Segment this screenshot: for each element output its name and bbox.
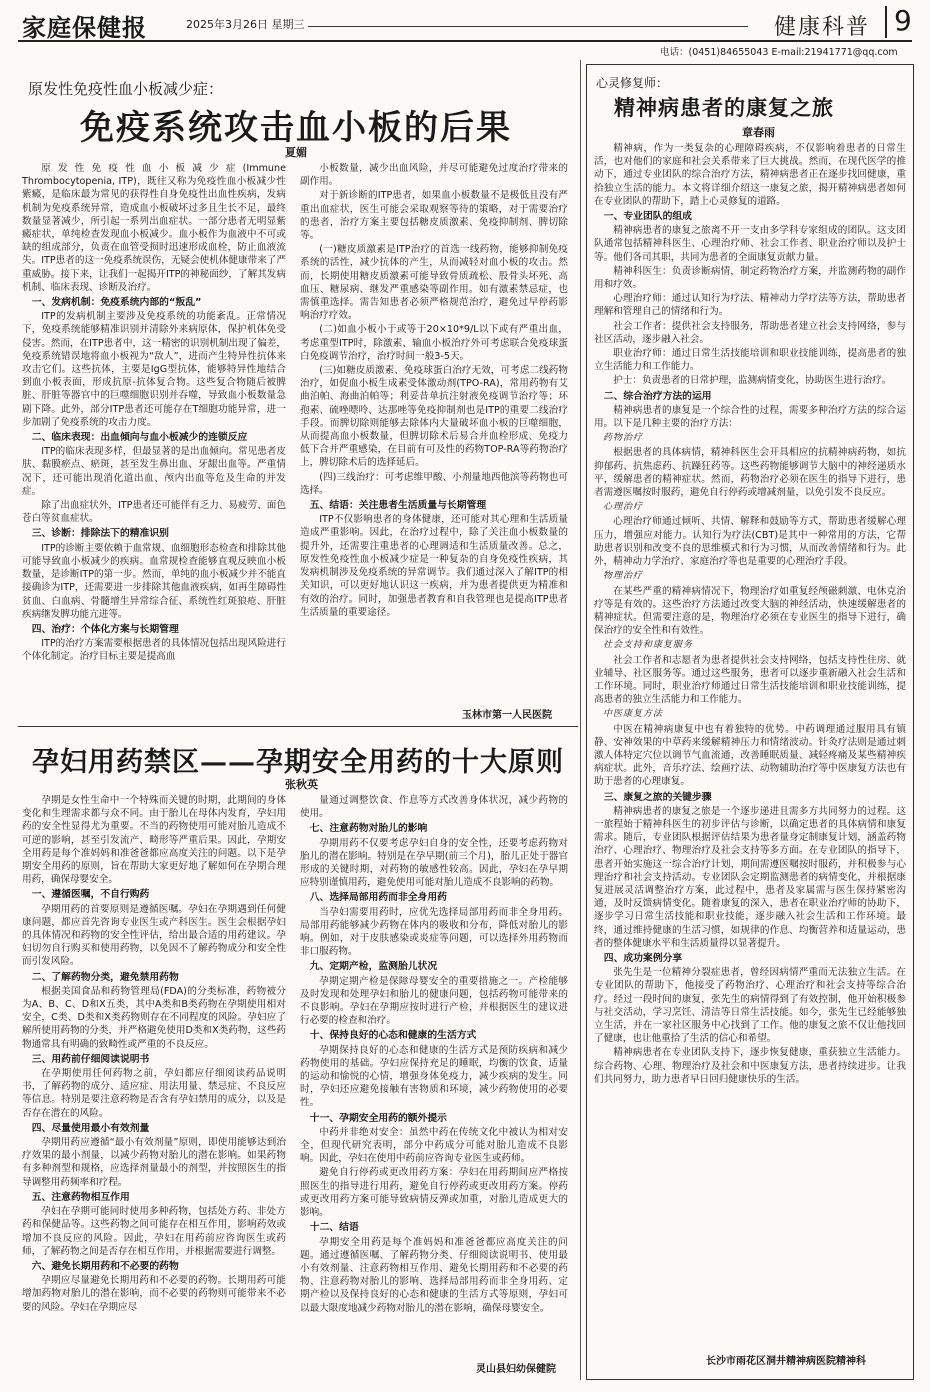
- column-divider: [580, 60, 581, 1380]
- section-heading: 四、治疗：个体化方案与长期管理: [31, 623, 179, 635]
- masthead: [18, 4, 912, 42]
- paragraph: 孕期安全用药是每个准妈妈和准爸爸都应高度关注的问题。通过遵循医嘱、了解药物分类、仔细阅读说明书、使用最小有效剂量、注意药物相互作用、避免长期用药和不必要的药物、注意药物对胎儿的影响、选择局部用药而非全身用药、定期产检以及保持良好的心态和健康的生活方式等原则，孕妇可以最大限度地减少药物对胎儿的潜在影响，确保母婴安全。: [300, 1236, 568, 1314]
- contact-info: 电话：(0451)84655043 E-mail:21941771@qq.com: [660, 47, 898, 58]
- paragraph: 社会工作者：提供社会支持服务，帮助患者建立社会支持网络，参与社区活动，逐步融入社会。: [594, 320, 906, 345]
- paragraph: 精神科医生：负责诊断病情，制定药物治疗方案，并监测药物的副作用和疗效。: [594, 265, 906, 291]
- section-heading: 五、结语：关注患者生活质量与长期管理: [309, 500, 487, 512]
- paragraph: 小板数量，减少出血风险，并尽可能避免过度治疗带来的副作用。: [300, 163, 568, 188]
- paragraph: ITP的治疗方案需要根据患者的具体情况包括出现风险进行个体化制定。治疗目标主要是提高血: [22, 638, 286, 663]
- paragraph: ITP不仅影响患者的身体健康，还可能对其心理和生活质量造成严重影响。因此，在治疗过程中，除了关注血小板数量的提升外，还需要注重患者的心理调适和生活质量改善。总之，原发性免疫性血小板减少症是一种复杂的自身免疫性疾病，其发病机制涉及免疫系统的异常调节。我们通过深入了解ITP的相关知识，可以更好地认识这一疾病，并为患者提供更为精准和有效的治疗。同时，加强患者教育和自我管理也是提高ITP患者生活质量的重要途径。: [300, 514, 568, 618]
- paragraph: 孕期用药应遵循“最小有效剂量”原则，即使用能够达到治疗效果的最小剂量，以减少药物对胎儿的潜在影响。如果药物有多种剂型和规格，应选择剂量最小的剂型，并按照医生的指导调整用药频率和疗程。: [22, 1137, 286, 1188]
- paragraph: 孕期用药的首要原则是遵循医嘱。孕妇在孕期遇到任何健康问题，都应首先咨询专业医生或产科医生。医生会根据孕妇的具体情况和药物的安全性评估，给出最合适的用药建议。孕妇切勿自行购买和使用药物，以免因不了解药物成分和安全性而引发风险。: [22, 903, 286, 968]
- paragraph: 张先生是一位精神分裂症患者，曾经因病情严重而无法独立生活。在专业团队的帮助下，他接受了药物治疗、心理治疗和社会支持等综合治疗。经过一段时间的康复，张先生的病情得到了有效控制，他开始积极参与社交活动，学习烹饪、清洁等日常生活技能。如今，张先生已经能够独立生活，并在一家社区服务中心找到了工作。他的康复之旅不仅让他找回了健康，也让他重拾了生活的信心和希望。: [594, 967, 906, 1045]
- paragraph: 精神病，作为一类复杂的心理障碍疾病，不仅影响着患者的日常生活，也对他们的家庭和社会关系带来了巨大挑战。然而，在现代医学的推动下，通过专业团队的综合治疗方法，精神病患者正在逐步找回健康，重拾独立生活的能力。本文将详细介绍这一康复之旅，揭开精神病患者如何在专业团队的帮助下，踏上心灵修复的道路。: [594, 143, 906, 207]
- paragraph: (二)如血小板小于或等于20×10*9/L以下或有严重出血，考虑重型ITP时，除激素、输血小板治疗外可考虑联合免疫球蛋白免疫调节治疗，治疗时间一般3-5天。: [300, 324, 568, 362]
- article2-author: 张秋英: [285, 778, 318, 791]
- paragraph: 对于新诊断的ITP患者，如果血小板数量不是极低且没有严重出血症状，医生可能会采取观察等待的策略，对于需要治疗的患者，治疗方案主要包括糖皮质激素、免疫抑制剂、脾切除等。: [300, 190, 568, 242]
- paragraph: 精神病患者在专业团队支持下，逐步恢复健康，重获独立生活能力。综合药物、心理、物理治疗及社会和中医康复方法，患者持续进步。让我们共同努力，助力患者早日回归健康快乐的生活。: [594, 1047, 906, 1085]
- article1-author: 夏媚: [285, 146, 307, 159]
- paragraph: 原发性免疫性血小板减少症(Immune Thrombocytopenia, ITP)，既往又称为免疫性血小板减少性紫癜，是临床最为常见的获得性自身免疫性出血性疾病，发病机制为免疫系统异常，造成血小板破坏过多且生长不足，最终数量显著减少，所引起一系列出血症状。一部分患者无明显紫癜症状，单纯检查发现血小板减少。血小板作为血液中不可或缺的组成部分，负责在血管受损时迅速形成血栓，防止血液流失。ITP患者的这一免疫系统误伤，无疑会使机体健康带来了严重威胁。接下来，让我们一起揭开ITP的神秘面纱，了解其发病机制、临床表现、诊断及治疗。: [22, 163, 286, 293]
- issue-date: 2025年3月26日 星期三: [186, 18, 305, 31]
- paragraph: 在孕期使用任何药物之前，孕妇都应仔细阅读药品说明书，了解药物的成分、适应症、用法用量、禁忌症、不良反应等信息。特别是要注意药物是否含有孕妇禁用的成分，以及是否存在潜在的风险。: [22, 1068, 286, 1119]
- subsection-heading: 中医康复方法: [603, 709, 664, 720]
- section-heading: 十、保持良好的心态和健康的生活方式: [309, 1030, 477, 1042]
- page-number: 9: [894, 4, 912, 37]
- paragraph: 孕期定期产检是保障母婴安全的重要措施之一。产检能够及时发现和处理孕妇和胎儿的健康问题，包括药物可能带来的不良影响。孕妇在孕期应按时进行产检，并根据医生的建议进行必要的检查和治疗。: [300, 975, 568, 1027]
- section-heading: 二、临床表现：出血倾向与血小板减少的连锁反应: [31, 432, 248, 444]
- paragraph: (三)如糖皮质激素、免疫球蛋白治疗无效，可考虑二线药物治疗，如促血小板生成素受体激动剂(TPO-RA)，常用药物有艾曲泊帕、海曲泊帕等；利妥昔单抗注射液免疫调节治疗等；环孢素、硫唑嘌呤、达那唑等免疫抑制剂也是ITP的重要二线治疗手段。而脾切除则能够去除体内大量破坏血小板的巨噬细胞，从而提高血小板数量，但脾切除术后易合并血栓形成、免疫力低下合并严重感染，在目前有可及性的药物TOP-RA等药物治疗上，脾切除术后的选择延后。: [300, 365, 568, 469]
- paragraph: 除了出血症状外，ITP患者还可能伴有乏力、易疲劳、面色苍白等贫血症状。: [22, 500, 286, 525]
- article3-body: [594, 142, 906, 1346]
- section-heading: 四、成功案例分享: [603, 952, 683, 964]
- paragraph: 当孕妇需要用药时，应优先选择局部用药而非全身用药。局部用药能够减少药物在体内的吸收和分布，降低对胎儿的影响。例如，对于皮肤感染或炎症等问题，可以选择外用药物而非口服药物。: [300, 906, 568, 958]
- article2-title: 孕妇用药禁区——孕期安全用药的十大原则: [32, 747, 564, 778]
- masthead-underline: [18, 40, 912, 42]
- paragraph: ITP的发病机制主要涉及免疫系统的功能紊乱。正常情况下，免疫系统能够精准识别并清除外来病原体，保护机体免受侵害。然而，在ITP患者中，这一精密的识别机制出现了偏差，免疫系统错误地将血小板视为“敌人”，进而产生特异性抗体来攻击它们。这些抗体，主要是IgG型抗体，能够特异性地结合到血小板表面，形成抗原-抗体复合物。这些复合物随后被脾脏、肝脏等器官中的巨噬细胞识别并吞噬，导致血小板数量急剧下降。此外，部分ITP患者还可能存在T细胞功能异常，进一步加剧了免疫系统的攻击力度。: [22, 311, 286, 428]
- article3-author: 章春雨: [742, 126, 775, 139]
- section-heading: 八、选择局部用药而非全身用药: [309, 892, 447, 904]
- article2-column-2: [300, 794, 568, 1358]
- paragraph: 中医在精神病康复中也有着独特的优势。中药调理通过服用具有镇静、安神效果的中草药来缓解精神压力和情绪波动。针灸疗法则是通过刺激人体特定穴位以调节气血流通，改善睡眠质量、减轻疼痛及某些精神疾病症状。此外，音乐疗法、绘画疗法、动物辅助治疗等中医康复方法也有助于患者的心理康复。: [594, 723, 906, 788]
- paragraph: 孕期是女性生命中一个特殊而关键的时期，此期间的身体变化和生理需求都与众不同。由于胎儿在母体内发育，孕妇用药的安全性显得尤为重要。不当的药物使用可能对胎儿造成不可逆的影响，甚至引发流产、畸形等严重后果。因此，孕期安全用药是每个准妈妈和准爸爸都应高度关注的问题。以下是孕期安全用药的原则，旨在帮助大家更好地了解如何在孕期合理用药，确保母婴安全。: [22, 795, 286, 886]
- article1-column-2: [300, 162, 568, 698]
- section-heading: 三、诊断：排除法下的精准识别: [31, 528, 169, 540]
- section-heading: 三、康复之旅的关键步骤: [603, 791, 712, 803]
- section-heading: 十二、结语: [309, 1222, 359, 1234]
- article2-column-1: [22, 794, 286, 1374]
- subsection-heading: 心理治疗: [603, 502, 644, 513]
- paragraph: (四)三线治疗：可考虑维甲酸、小剂量地西他滨等药物也可选择。: [300, 471, 568, 496]
- paper-name: 家庭保健报: [22, 14, 147, 42]
- section-heading: 三、用药前仔细阅读说明书: [31, 1053, 150, 1065]
- article1-kicker: 原发性免疫性血小板减少症：: [28, 80, 224, 98]
- article3-kicker: 心灵修复师：: [596, 76, 669, 90]
- section-heading: 五、注意药物相互作用: [31, 1191, 130, 1203]
- paragraph: 孕期用药不仅要考虑孕妇自身的安全性，还要考虑药物对胎儿的潜在影响。特别是在孕早期(前三个月)，胎儿正处于器官形成的关键时期，对药物的敏感性较高。因此，孕妇在孕早期应特别谨慎用药，避免使用可能对胎儿造成不良影响的药物。: [300, 837, 568, 889]
- paragraph: 孕期保持良好的心态和健康的生活方式是预防疾病和减少药物使用的基础。孕妇应保持充足的睡眠，均衡的饮食，适量的运动和愉悦的心情，增强身体免疫力，减少疾病的发生。同时，孕妇还应避免接触有害物质和环境，减少药物使用的必要性。: [300, 1044, 568, 1109]
- section-heading: 一、发病机制：免疫系统内部的“叛乱”: [31, 297, 202, 309]
- section-heading: 一、遵循医嘱，不自行购药: [31, 889, 150, 901]
- paragraph: 精神病患者的康复之旅是一个逐步递进且需多方共同努力的过程。这一旅程始于精神科医生的初步评估与诊断，以确定患者的具体病情和康复需求。随后，专业团队根据评估结果为患者量身定制康复计划，涵盖药物治疗、心理治疗、物理治疗及社会支持等多方面。在专业团队的指导下，患者开始实施这一综合治疗计划，期间需遵医嘱按时服药，并积极参与心理治疗和社会支持活动。专业团队会定期监测患者的病情变化，并根据康复进展灵活调整治疗方案，此过程中，患者及家属需与医生保持紧密沟通，及时反馈病情变化。随着康复的深入，患者在职业治疗师的协助下，逐步学习日常生活技能和职业技能，逐步融入社会生活和工作环境。最终，通过维持健康的生活习惯，如规律的作息、均衡营养和适量运动，患者的整体健康水平和生活质量得以显著提升。: [594, 805, 906, 949]
- paragraph: 根据患者的具体病情，精神科医生会开具相应的抗精神病药物，如抗抑郁药、抗焦虑药、抗躁狂药等。这些药物能够调节大脑中的神经递质水平，缓解患者的精神症状。然而，药物治疗必须在医生的指导下进行，患者需遵医嘱按时服药，避免自行停药或增减剂量，以免引发不良反应。: [594, 447, 906, 499]
- subsection-heading: 物理治疗: [603, 571, 644, 582]
- article2-source: 灵山县妇幼保健院: [476, 1364, 556, 1375]
- article1-column-1: [22, 162, 286, 718]
- article3-title: 精神病患者的康复之旅: [614, 95, 834, 120]
- section-heading: 十一、孕期安全用药的额外提示: [309, 1112, 447, 1124]
- paragraph: 精神病患者的康复是一个综合性的过程，需要多种治疗方法的综合运用。以下是几种主要的治疗方法：: [594, 404, 906, 430]
- subsection-heading: 药物治疗: [603, 433, 644, 444]
- section-heading: 四、尽量使用最小有效剂量: [31, 1122, 150, 1134]
- paragraph: 量通过调整饮食、作息等方式改善身体状况，减少药物的使用。: [300, 795, 568, 820]
- section-title: 健康科普: [774, 15, 871, 40]
- paragraph: 心理治疗师通过倾听、共情、解释和鼓励等方式，帮助患者缓解心理压力，增强应对能力。认知行为疗法(CBT)是其中一种常用的方法，它帮助患者识别和改变不良的思维模式和行为习惯，从而改善情绪和行为。此外，精神动力学治疗、家庭治疗等也是重要的心理治疗手段。: [594, 516, 906, 568]
- paragraph: 社会工作者和志愿者为患者提供社会支持网络，包括支持性住房、就业辅导、社区服务等。通过这些服务，患者可以逐步重新融入社会生活和工作环境。同时，职业治疗师通过日常生活技能培训和职业技能训练，提高患者的独立生活能力和工作能力。: [594, 654, 906, 706]
- page-divider: [885, 6, 887, 38]
- section-heading: 七、注意药物对胎儿的影响: [309, 823, 428, 835]
- section-heading: 一、专业团队的组成: [603, 211, 692, 223]
- section-heading: 六、避免长期用药和不必要的药物: [31, 1260, 179, 1272]
- paragraph: 根据美国食品和药物管理局(FDA)的分类标准，药物被分为A、B、C、D和X五类，其中A类和B类药物在孕期使用相对安全，C类、D类和X类药物则存在不同程度的风险。孕妇应了解所使用药物的分类，并严格避免使用D类和X类药物，这些药物通常具有明确的致畸性或严重的不良反应。: [22, 985, 286, 1050]
- paragraph: ITP的诊断主要依赖于血常规、血细胞形态检查和排除其他可能导致血小板减少的疾病。血常规检查能够直观反映血小板数量，是诊断ITP的第一步。然而，单纯的血小板减少并不能直接确诊为ITP，还需要进一步排除其他血液疾病，如再生障碍性贫血、白血病、骨髓增生异常综合征、系统性红斑狼疮、肝脏疾病继发脾功能亢进等。: [22, 542, 286, 620]
- paragraph: 护士：负责患者的日常护理，监测病情变化，协助医生进行治疗。: [613, 375, 892, 387]
- article3-source: 长沙市雨花区洞井精神病医院精神科: [706, 1356, 866, 1367]
- paragraph: 避免自行停药或更改用药方案：孕妇在用药期间应严格按照医生的指导进行用药，避免自行停药或更改用药方案。停药或更改用药方案可能导致病情反弹或加重，对胎儿造成更大的影响。: [300, 1167, 568, 1219]
- paragraph: 心理治疗师：通过认知行为疗法、精神动力学疗法等方法，帮助患者理解和管理自己的情绪和行为。: [594, 293, 906, 318]
- section-heading: 二、了解药物分类，避免禁用药物: [31, 971, 179, 983]
- paragraph: 职业治疗师：通过日常生活技能培训和职业技能训练，提高患者的独立生活能力和工作能力。: [594, 348, 906, 373]
- paragraph: 孕期应尽量避免长期用药和不必要的药物。长期用药可能增加药物对胎儿的潜在影响，而不必要的药物则可能带来不必要的风险。孕妇在孕期应尽: [22, 1275, 286, 1313]
- section-heading: 九、定期产检，监测胎儿状况: [309, 961, 438, 973]
- subsection-heading: 社会支持和康复服务: [603, 640, 694, 651]
- paragraph: 在某些严重的精神病情况下，物理治疗如重复经颅磁刺激、电休克治疗等是有效的。这些治疗方法通过改变大脑的神经活动，快速缓解患者的精神症状。但需要注意的是，物理治疗必须在专业医生的指导下进行，确保治疗的安全性和有效性。: [594, 585, 906, 637]
- article1-source: 玉林市第一人民医院: [462, 710, 552, 721]
- paragraph: 精神病患者的康复之旅离不开一支由多学科专家组成的团队。这支团队通常包括精神科医生、心理治疗师、社会工作者、职业治疗师以及护士等。他们各司其职，共同为患者的全面康复贡献力量。: [594, 225, 906, 263]
- paragraph: (一)糖皮质激素是ITP治疗的首选一线药物，能够抑制免疫系统的活性，减少抗体的产生，从而减轻对血小板的攻击。然而，长期使用糖皮质激素可能导致骨质疏松、股骨头坏死、高血压、糖尿病、继发严重感染等副作用。如有激素禁忌症，也需慎重选择。需告知患者必须严格规范治疗，避免过早停药影响治疗疗效。: [300, 244, 568, 322]
- paragraph: 孕妇在孕期可能同时使用多种药物，包括处方药、非处方药和保健品等。这些药物之间可能存在相互作用，影响药效或增加不良反应的风险。因此，孕妇在用药前应咨询医生或药师，了解药物之间是否存在相互作用，并根据需要进行调整。: [22, 1206, 286, 1257]
- article-separator: [18, 726, 578, 727]
- article1-title: 免疫系统攻击血小板的后果: [80, 108, 512, 148]
- paragraph: 中药并非绝对安全：虽然中药在传统文化中被认为相对安全，但现代研究表明，部分中药成分可能对胎儿造成不良影响。因此，孕妇在使用中药前应咨询专业医生或药师。: [300, 1126, 568, 1165]
- paragraph: ITP的临床表现多样，但最显著的是出血倾向。常见患者皮肤、黏膜瘀点、瘀斑，甚至发生鼻出血、牙龈出血等。严重情况下，还可能出现消化道出血、颅内出血等危及生命的并发症。: [22, 446, 286, 497]
- masthead-rule: [308, 26, 748, 27]
- section-heading: 二、综合治疗方法的运用: [603, 390, 712, 402]
